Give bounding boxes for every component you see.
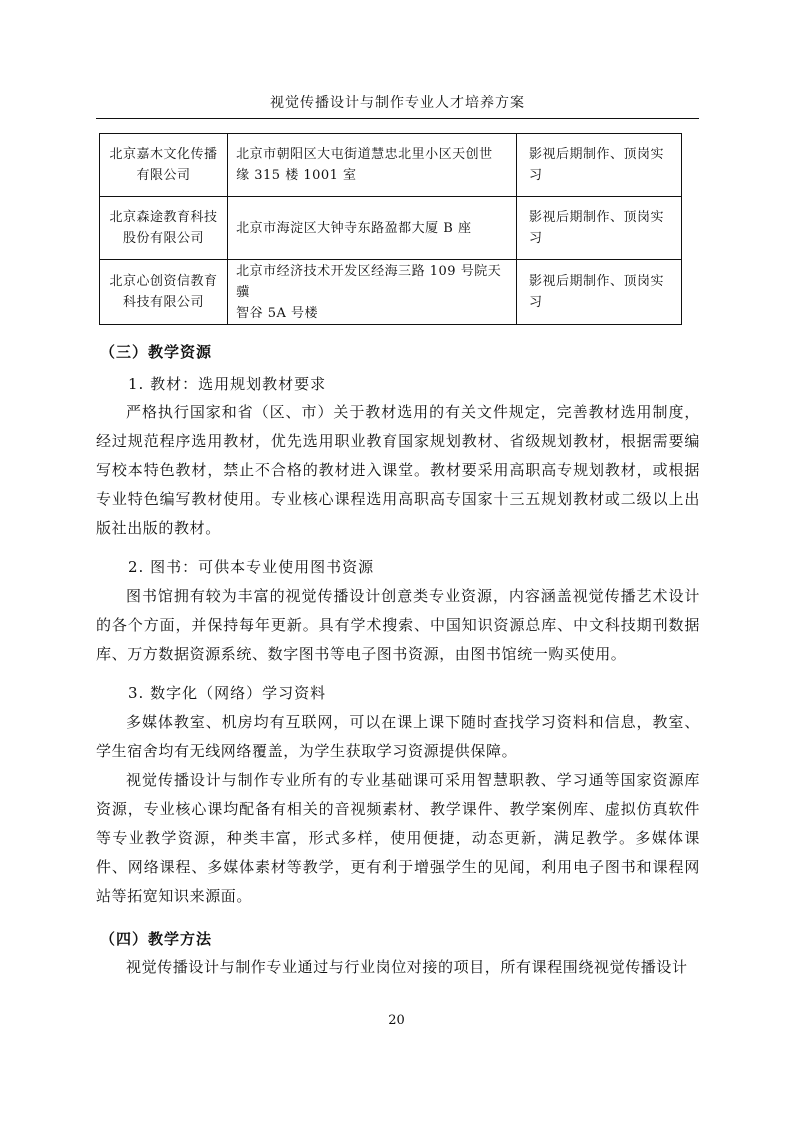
paragraph: 多媒体教室、机房均有互联网，可以在课上课下随时查找学习资料和信息，教室、学生宿舍均有无线网络覆盖，为学生获取学习资源提供保障。 [96, 713, 700, 760]
address-line: 北京市经济技术开发区经海三路 109 号院天骥 [236, 263, 502, 300]
paragraph: 视觉传播设计与制作专业通过与行业岗位对接的项目，所有课程围绕视觉传播设计 [126, 958, 688, 976]
work-cell: 影视后期制作、顶岗实习 [517, 260, 682, 325]
table-row [100, 197, 682, 260]
company-line: 有限公司 [136, 168, 191, 183]
work-cell: 影视后期制作、顶岗实习 [517, 197, 682, 260]
address-cell [228, 134, 517, 197]
company-cell [100, 260, 228, 325]
paragraph: 严格执行国家和省（区、市）关于教材选用的有关文件规定，完善教材选用制度，经过规范程序选用教材，优先选用职业教育国家规划教材、省级规划教材，根据需要编写校本特色教材，禁止不合格的教材进入课堂。教材要采用高职高专规划教材，或根据专业特色编写教材使用。专业核心课程选用高职高专国家十三五规划教材或二级以上出版社出版的教材。 [96, 403, 700, 537]
subsection-title: 3. 数字化（网络）学习资料 [128, 684, 327, 702]
address-line: 北京市朝阳区大屯街道慧忠北里小区天创世 [236, 147, 493, 162]
company-line: 北京森途教育科技 [109, 210, 218, 225]
subsection-title: 1. 教材：选用规划教材要求 [128, 375, 327, 393]
company-line: 北京心创资信教育 [109, 274, 218, 289]
running-header: 视觉传播设计与制作专业人才培养方案 [270, 95, 525, 111]
company-cell [100, 134, 228, 197]
paragraph: 视觉传播设计与制作专业所有的专业基础课可采用智慧职教、学习通等国家资源库资源，专业核心课均配备有相关的音视频素材、教学课件、教学案例库、虚拟仿真软件等专业教学资源，种类丰富，形式多样，使用便捷，动态更新，满足教学。多媒体课件、网络课程、多媒体素材等教学，更有利于增强学生的见闻，利用电子图书和课程网站等拓宽知识来源面。 [96, 771, 700, 905]
page-number: 20 [388, 1013, 405, 1028]
section-heading: （三）教学资源 [100, 343, 213, 361]
subsection-title: 2. 图书：可供本专业使用图书资源 [128, 558, 375, 576]
address-line: 智谷 5A 号楼 [236, 305, 319, 321]
company-line: 北京嘉木文化传播 [109, 147, 218, 162]
company-line: 科技有限公司 [123, 295, 205, 310]
table-row [100, 134, 682, 197]
address-line: 缘 315 楼 1001 室 [236, 168, 357, 183]
work-cell: 影视后期制作、顶岗实习 [517, 134, 682, 197]
paragraph: 图书馆拥有较为丰富的视觉传播设计创意类专业资源，内容涵盖视觉传播艺术设计的各个方面，并保持每年更新。具有学术搜索、中国知识资源总库、中文科技期刊数据库、万方数据资源系统、数字图书等电子图书资源，由图书馆统一购买使用。 [96, 587, 700, 663]
table-row [100, 260, 682, 325]
address-line: 北京市海淀区大钟寺东路盈都大厦 B 座 [236, 220, 472, 236]
company-line: 股份有限公司 [123, 231, 205, 246]
address-cell [228, 260, 517, 325]
header-rule [96, 118, 699, 119]
partners-table [99, 133, 682, 325]
section-heading: （四）教学方法 [100, 930, 213, 948]
address-cell [228, 197, 517, 260]
company-cell [100, 197, 228, 260]
